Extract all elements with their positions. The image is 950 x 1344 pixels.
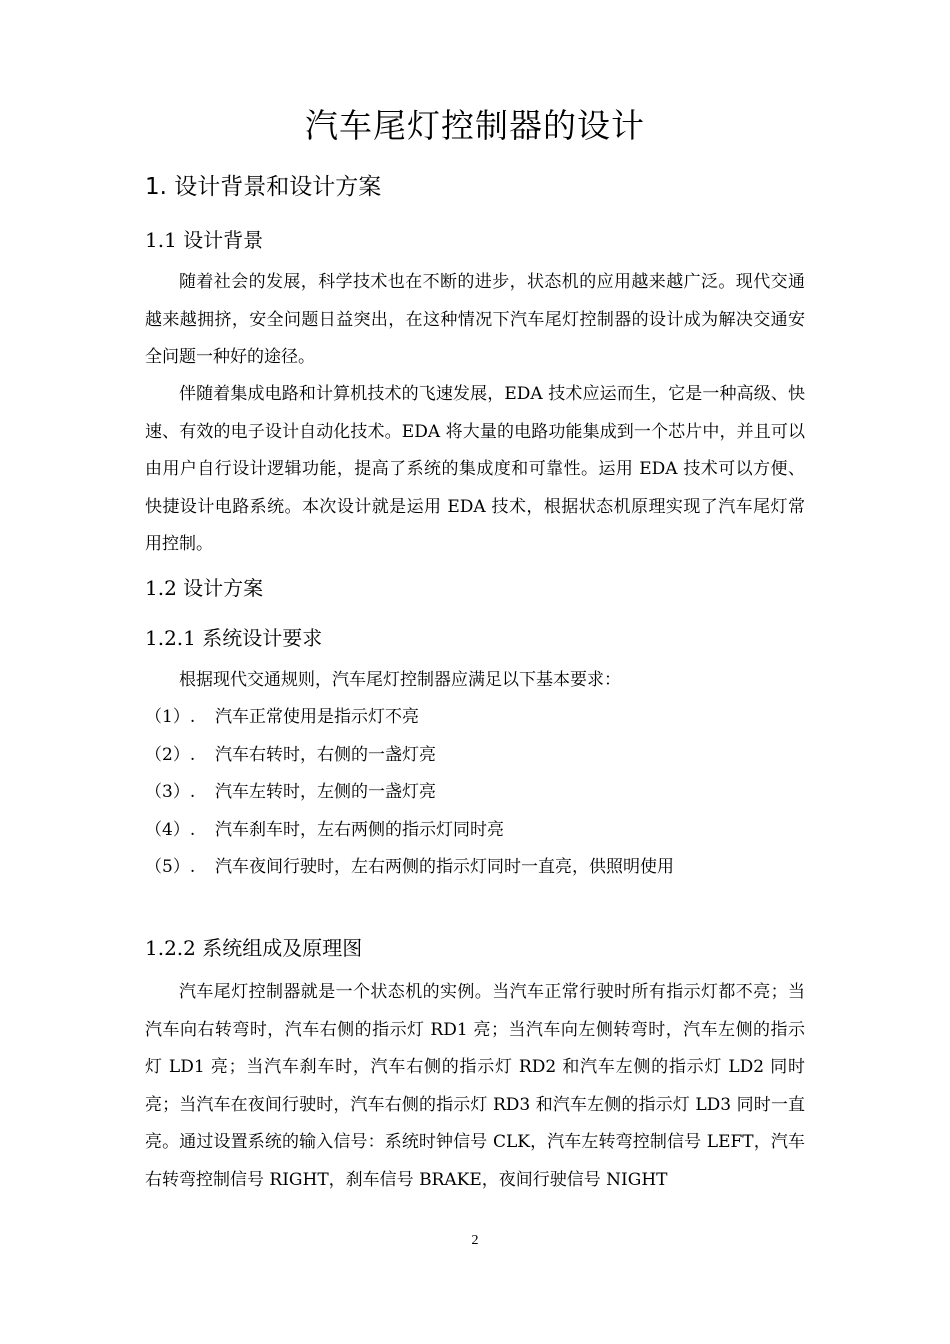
document-title: 汽车尾灯控制器的设计 bbox=[305, 106, 645, 145]
list-item bbox=[145, 699, 674, 737]
list-item-number: （1）. bbox=[145, 707, 196, 727]
list-item bbox=[145, 774, 674, 812]
section-1-2-2-heading: 1.2.2 系统组成及原理图 bbox=[145, 936, 363, 960]
background-paragraph-1: 随着社会的发展，科学技术也在不断的进步，状态机的应用越来越广泛。现代交通越来越拥挤，安全问题日益突出，在这种情况下汽车尾灯控制器的设计成为解决交通安全问题一种好的途径。 bbox=[145, 272, 805, 367]
requirements-list bbox=[145, 699, 674, 887]
section-1-2-1-heading: 1.2.1 系统设计要求 bbox=[145, 626, 323, 650]
system-description-paragraph: 汽车尾灯控制器就是一个状态机的实例。当汽车正常行驶时所有指示灯都不亮；当汽车向右转弯时，汽车右侧的指示灯 RD1 亮；当汽车向左侧转弯时，汽车左侧的指示灯 LD1 亮；当汽车刹车时，汽车右侧的指示灯 RD2 和汽车左侧的指示灯 LD2 同时亮；当汽车在夜间行驶时，汽车右侧的指示灯 RD3 和汽车左侧的指示灯 LD3 同时一直亮。通过设置系统的输入信号：系统时钟信号 CLK，汽车左转弯控制信号 LEFT，汽车右转弯控制信号 RIGHT，刹车信号 BRAKE，夜间行驶信号 NIGHT bbox=[145, 982, 805, 1190]
section-1-heading: 1. 设计背景和设计方案 bbox=[145, 174, 382, 200]
list-item-number: （5）. bbox=[145, 857, 196, 877]
list-item-text: 汽车夜间行驶时，左右两侧的指示灯同时一直亮，供照明使用 bbox=[215, 857, 674, 877]
list-item-text: 汽车左转时，左侧的一盏灯亮 bbox=[215, 782, 436, 802]
list-item-number: （4）. bbox=[145, 819, 196, 840]
background-paragraph-2: 伴随着集成电路和计算机技术的飞速发展，EDA 技术应运而生，它是一种高级、快速、有效的电子设计自动化技术。EDA 将大量的电路功能集成到一个芯片中，并且可以由用户自行设计逻辑功能，提高了系统的集成度和可靠性。运用 EDA 技术可以方便、快捷设计电路系统。本次设计就是运用 EDA 技术，根据状态机原理实现了汽车尾灯常用控制。 bbox=[145, 384, 805, 554]
list-item-text: 汽车刹车时，左右两侧的指示灯同时亮 bbox=[215, 819, 504, 840]
list-item bbox=[145, 812, 674, 850]
list-item-text: 汽车正常使用是指示灯不亮 bbox=[215, 707, 419, 727]
list-item-text: 汽车右转时，右侧的一盏灯亮 bbox=[215, 744, 436, 765]
list-item bbox=[145, 737, 674, 775]
requirements-intro: 根据现代交通规则，汽车尾灯控制器应满足以下基本要求： bbox=[179, 670, 621, 690]
list-item-number: （2）. bbox=[145, 744, 196, 765]
list-item bbox=[145, 849, 674, 887]
section-1-1-heading: 1.1 设计背景 bbox=[145, 228, 264, 252]
page-number: 2 bbox=[471, 1233, 479, 1248]
section-1-2-heading: 1.2 设计方案 bbox=[145, 576, 264, 600]
list-item-number: （3）. bbox=[145, 782, 196, 802]
